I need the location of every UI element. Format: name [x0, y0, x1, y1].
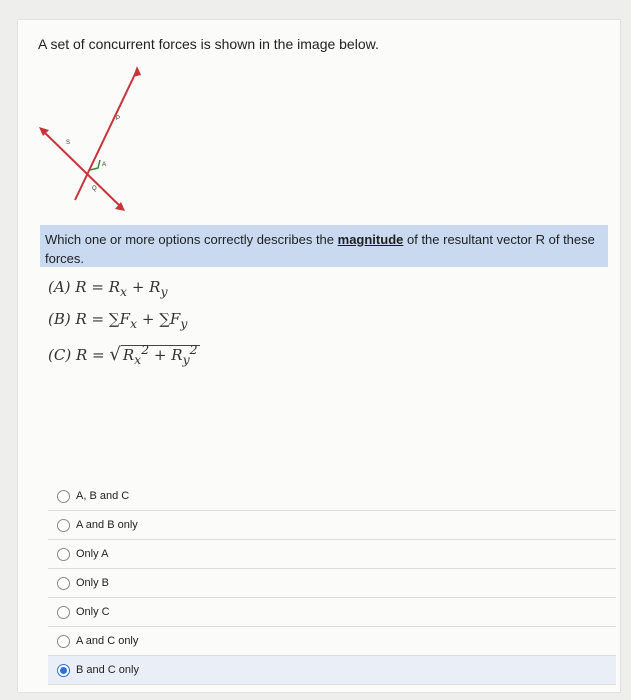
question-text: A set of concurrent forces is shown in the image below.	[38, 36, 379, 52]
radio-button[interactable]	[57, 664, 70, 677]
option-label: Only C	[76, 606, 110, 618]
option-label: Only A	[76, 548, 109, 560]
force-s-line	[42, 130, 122, 208]
radio-button[interactable]	[57, 490, 70, 503]
answer-option[interactable]	[48, 482, 616, 511]
prompt-emphasis: magnitude	[337, 232, 404, 247]
force-p-arrowhead	[133, 66, 141, 77]
force-p-line	[75, 70, 137, 200]
option-label: A, B and C	[76, 490, 130, 502]
force-diagram	[30, 60, 160, 220]
option-label: A and C only	[76, 635, 139, 647]
prompt-before: Which one or more options correctly describes the	[45, 232, 338, 247]
radio-button[interactable]	[57, 606, 70, 619]
radio-button[interactable]	[57, 548, 70, 561]
answer-option[interactable]	[48, 540, 616, 569]
label-a: A	[102, 162, 107, 168]
formula-a: (A) $R = R_x + R_y$	[48, 278, 168, 299]
option-label: B and C only	[76, 664, 139, 676]
label-q: Q	[92, 186, 97, 192]
radicand: $R_x^2 + R_y^2$	[122, 342, 198, 367]
radio-button[interactable]	[57, 519, 70, 532]
option-label: A and B only	[76, 519, 138, 531]
option-label: Only B	[76, 577, 110, 589]
answer-option[interactable]	[48, 511, 616, 540]
radio-button[interactable]	[57, 635, 70, 648]
formula-b: (B) $R = \sum F_x + \sum F_y$	[48, 310, 188, 331]
formula-c: (C) R = √ $R_x^2 + R_y^2$	[48, 342, 198, 367]
answer-option[interactable]	[48, 598, 616, 627]
prompt-text	[45, 230, 607, 268]
label-s: S	[66, 140, 71, 146]
label-p: P	[116, 116, 121, 122]
answer-option[interactable]	[48, 569, 616, 598]
answer-option[interactable]	[48, 627, 616, 656]
radio-button[interactable]	[57, 577, 70, 590]
answer-option[interactable]	[48, 656, 616, 685]
prompt-after: of the resultant vector R of these forces.	[45, 232, 595, 266]
